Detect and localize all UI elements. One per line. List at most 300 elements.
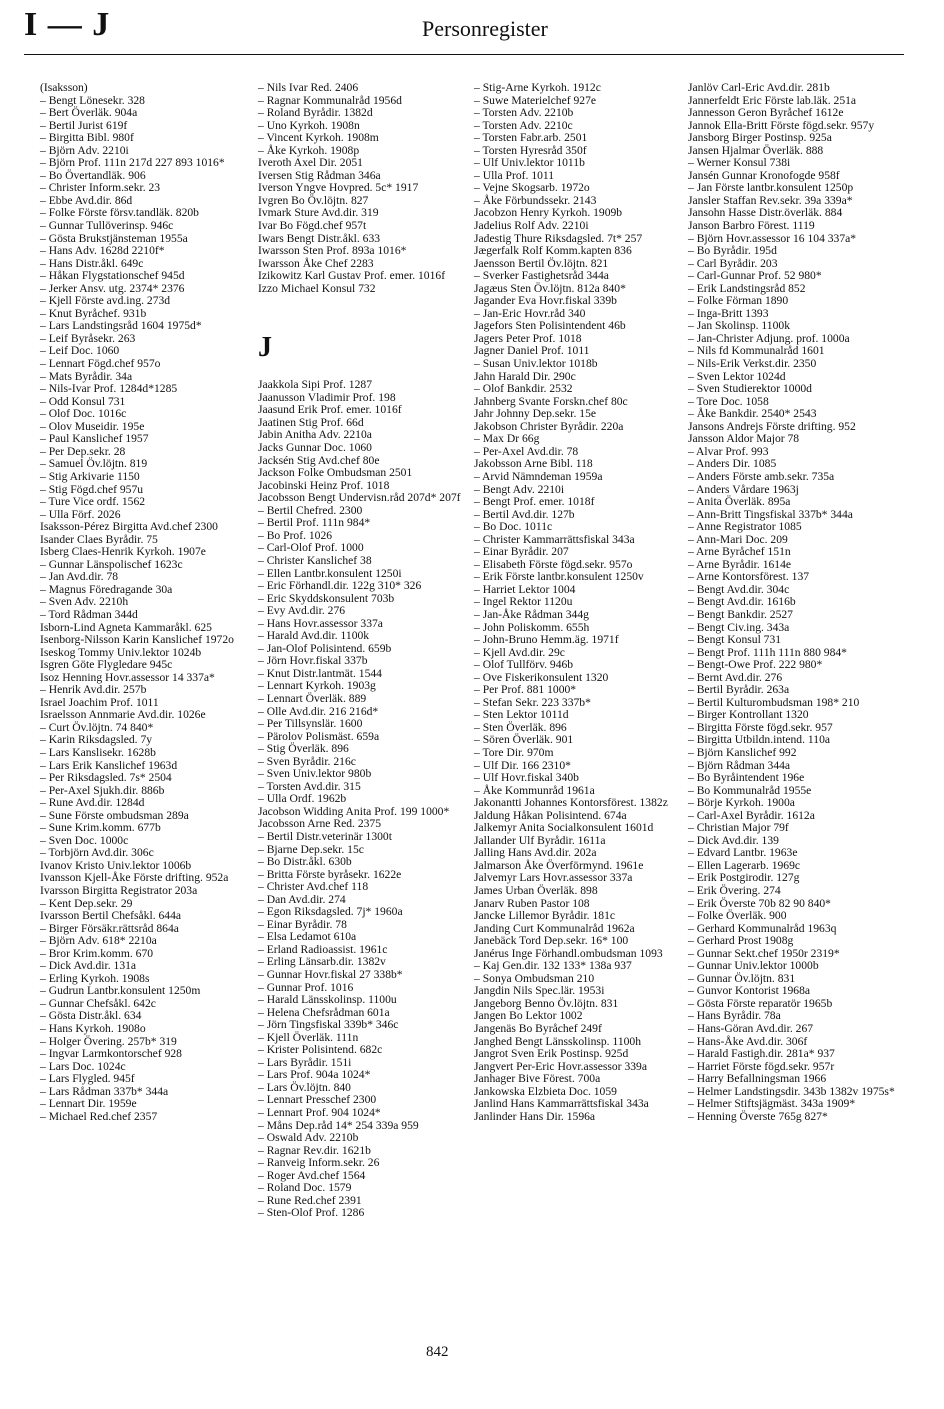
register-entry: – Lars Doc. 1024c: [40, 1059, 126, 1073]
register-entry: – Holger Övering. 257b* 319: [40, 1034, 177, 1048]
register-entry: Jagers Peter Prof. 1018: [474, 331, 582, 345]
register-entry: – Leif Byråsekr. 263: [40, 331, 136, 345]
register-entry: – Ulf Hovr.fiskal 340b: [474, 771, 579, 785]
register-entry: – Sven Adv. 2210h: [40, 595, 129, 609]
register-entry: – Erik Övering. 274: [688, 884, 781, 897]
register-entry: – Helena Chefsrådman 601a: [258, 1005, 390, 1019]
register-entry: – Gunvor Kontorist 1968a: [688, 984, 811, 998]
register-entry: – Leif Doc. 1060: [40, 344, 120, 358]
register-entry: – Roger Avd.chef 1564: [258, 1168, 366, 1182]
register-entry: – Birger Kontrollant 1320: [688, 708, 809, 722]
register-entry: – John-Bruno Hemm.äg. 1971f: [474, 633, 619, 647]
register-entry: – Jan-Olof Polisintend. 659b: [258, 641, 392, 655]
register-entry: Iveroth Axel Dir. 2051: [258, 156, 363, 170]
register-entry: Jacksén Stig Avd.chef 80e: [258, 453, 380, 467]
register-entry: – Anne Registrator 1085: [688, 520, 802, 534]
register-entry: – Sten Lektor 1011d: [474, 708, 569, 722]
register-entry: – Ulla Prof. 1011: [474, 168, 555, 182]
register-entry: Jaanusson Vladimir Prof. 198: [258, 390, 396, 404]
register-entry: Isborn-Lind Agneta Kammaråkl. 625: [40, 620, 212, 634]
register-entry: – Sven Univ.lektor 980b: [258, 767, 372, 781]
register-entry: – Rune Red.chef 2391: [258, 1193, 362, 1207]
register-entry: – Pärolov Polismäst. 659a: [258, 729, 380, 743]
register-entry: – Nils fd Kommunalråd 1601: [688, 344, 825, 358]
register-entry: – Per Tillsynslär. 1600: [258, 717, 363, 731]
register-entry: – Sverker Fastighetsråd 344a: [474, 269, 609, 283]
register-column-4: [688, 82, 904, 1123]
register-entry: Jansson Aldor Major 78: [688, 432, 800, 446]
register-entry: Jangen Bo Lektor 1002: [474, 1009, 583, 1023]
register-entry: – Christer Kanslichef 38: [258, 553, 372, 567]
register-entry: – Sören Överläk. 901: [474, 733, 574, 747]
register-entry: – Christer Inform.sekr. 23: [40, 181, 161, 195]
register-entry: Jaldung Håkan Polisintend. 674a: [474, 808, 627, 822]
register-entry: – Torsten Adv. 2210c: [474, 118, 573, 132]
register-entry: – Per Prof. 881 1000*: [474, 683, 577, 697]
register-entry: (Isaksson): [40, 81, 88, 94]
register-entry: – Jan-Åke Rådman 344g: [474, 607, 589, 621]
register-entry: – Ragnar Kommunalråd 1956d: [258, 93, 402, 107]
register-entry: Janlinder Hans Dir. 1596a: [474, 1109, 596, 1123]
register-entry: – Gunnar Chefsåkl. 642c: [40, 996, 156, 1010]
register-entry: – Curt Öv.löjtn. 74 840*: [40, 720, 154, 734]
register-entry: – Nils Ivar Red. 2406: [258, 81, 359, 94]
register-entry: Iwarsson Sten Prof. 893a 1016*: [258, 244, 407, 258]
register-entry: – Ellen Lantbr.konsulent 1250i: [258, 566, 402, 580]
register-entry: – Bo Byråintendent 196e: [688, 771, 805, 785]
register-entry: – Harry Befallningsman 1966: [688, 1072, 827, 1086]
register-entry: – Michael Red.chef 2357: [40, 1109, 158, 1123]
register-entry: – Harald Länsskolinsp. 1100u: [258, 993, 397, 1007]
register-entry: – Arne Byråchef 151n: [688, 545, 791, 559]
register-entry: Jansen Hjalmar Överläk. 888: [688, 143, 824, 157]
register-entry: – Sven Lektor 1024d: [688, 369, 786, 383]
register-entry: – Bengt Civ.ing. 343a: [688, 620, 790, 634]
register-entry: – Christer Kammarrättsfiskal 343a: [474, 532, 635, 546]
register-entry: – Christian Major 79f: [688, 821, 789, 835]
register-entry: – Sune Förste ombudsman 289a: [40, 808, 189, 822]
register-entry: Isgren Göte Flygledare 945c: [40, 658, 173, 672]
register-entry: Israelsson Annmarie Avd.dir. 1026e: [40, 708, 206, 722]
register-entry: – Inga-Britt 1393: [688, 306, 769, 320]
register-entry: Jansborg Birger Postinsp. 925a: [688, 131, 832, 145]
register-entry: Jadelius Rolf Adv. 2210i: [474, 219, 589, 233]
register-entry: Iwarsson Åke Chef 2283: [258, 256, 374, 270]
register-entry: – Arne Kontorsförest. 137: [688, 570, 810, 584]
register-entry: – Egon Riksdagsled. 7j* 1960a: [258, 905, 403, 919]
register-entry: Jakobsson Arne Bibl. 118: [474, 457, 593, 471]
register-entry: – Ulla Ordf. 1962b: [258, 792, 347, 806]
register-entry: – Alvar Prof. 993: [688, 444, 769, 458]
register-entry: – Per-Axel Avd.dir. 78: [474, 444, 579, 458]
register-entry: – Bo Distr.åkl. 630b: [258, 855, 352, 869]
register-entry: – Ulf Dir. 166 2310*: [474, 758, 571, 772]
register-entry: – Jan-Christer Adjung. prof. 1000a: [688, 331, 850, 345]
register-entry: – Stig-Arne Kyrkoh. 1912c: [474, 81, 601, 94]
register-entry: Janhager Bive Förest. 700a: [474, 1072, 601, 1086]
register-entry: – Einar Byrådir. 207: [474, 545, 569, 559]
register-entry: – Olof Tullförv. 946b: [474, 658, 574, 672]
register-entry: Ivgren Bo Öv.löjtn. 827: [258, 193, 369, 207]
register-entry: – Mats Byrådir. 34a: [40, 369, 133, 383]
register-entry: – Jan Avd.dir. 78: [40, 570, 119, 584]
register-entry: – Per Riksdagsled. 7s* 2504: [40, 771, 172, 785]
register-entry: Jangrot Sven Erik Postinsp. 925d: [474, 1047, 629, 1061]
register-entry: – Dick Avd.dir. 139: [688, 833, 779, 847]
register-entry: – Bertil Avd.dir. 127b: [474, 507, 575, 521]
register-entry: Jægerfalk Rolf Komm.kapten 836: [474, 244, 632, 258]
register-entry: – Erik Landstingsråd 852: [688, 281, 806, 295]
register-entry: – Bror Krim.komm. 670: [40, 946, 154, 960]
register-entry: Ivmark Sture Avd.dir. 319: [258, 206, 379, 220]
register-entry: – Suwe Materielchef 927e: [474, 93, 597, 107]
register-entry: – Gudrun Lantbr.konsulent 1250m: [40, 984, 201, 998]
register-entry: – Harald Fastigh.dir. 281a* 937: [688, 1047, 835, 1061]
register-entry: – Åke Kyrkoh. 1908p: [258, 143, 360, 157]
register-entry: – Gerhard Kommunalråd 1963q: [688, 921, 837, 935]
register-entry: Isoz Henning Hovr.assessor 14 337a*: [40, 670, 215, 684]
register-entry: Ivanov Kristo Univ.lektor 1006b: [40, 858, 192, 872]
register-entry: – Gunnar Hovr.fiskal 27 338b*: [258, 968, 403, 981]
register-entry: Jahr Johnny Dep.sekr. 15e: [474, 407, 597, 421]
register-entry: – Jan Skolinsp. 1100k: [688, 319, 790, 333]
register-entry: – Per-Axel Sjukh.dir. 886b: [40, 783, 165, 797]
register-entry: – Magnus Föredragande 30a: [40, 582, 173, 596]
register-entry: – Gunnar Öv.löjtn. 831: [688, 971, 796, 985]
register-entry: Janebäck Tord Dep.sekr. 16* 100: [474, 934, 629, 948]
register-entry: Jahn Harald Dir. 290c: [474, 369, 576, 383]
register-entry: – Roland Doc. 1579: [258, 1181, 352, 1195]
register-entry: – Hans-Åke Avd.dir. 306f: [688, 1034, 808, 1048]
register-entry: – Jörn Tingsfiskal 339b* 346c: [258, 1018, 399, 1032]
register-entry: Jacobzon Henry Kyrkoh. 1909b: [474, 206, 623, 220]
register-entry: – Åke Kommunråd 1961a: [474, 783, 595, 797]
register-entry: – Ingel Rektor 1120u: [474, 595, 573, 609]
register-entry: – Bengt Prof. emer. 1018f: [474, 495, 595, 509]
register-entry: – Britta Förste byråsekr. 1622e: [258, 867, 402, 881]
register-entry: Ivar Bo Fögd.chef 957t: [258, 219, 367, 233]
register-entry: Jallander Ulf Byrådir. 1611a: [474, 833, 606, 847]
register-entry: Israel Joachim Prof. 1011: [40, 695, 159, 709]
register-entry: Janlöv Carl-Eric Avd.dir. 281b: [688, 81, 830, 94]
register-entry: Jalvemyr Lars Hovr.assessor 337a: [474, 871, 633, 885]
register-entry: Jaensson Bertil Öv.löjtn. 821: [474, 256, 609, 270]
register-entry: Jannerfeldt Eric Förste lab.läk. 251a: [688, 93, 857, 107]
register-entry: – Hans Hovr.assessor 337a: [258, 616, 383, 630]
register-entry: – Elsa Ledamot 610a: [258, 930, 357, 944]
register-entry: – Lars Erik Kanslichef 1963d: [40, 758, 178, 772]
register-entry: – Ulla Förf. 2026: [40, 507, 121, 521]
register-entry: – Bo Doc. 1011c: [474, 520, 553, 534]
register-entry: Jaakkola Sipi Prof. 1287: [258, 378, 372, 392]
register-entry: – Bertil Chefred. 2300: [258, 503, 363, 517]
register-entry: – Bo Övertandläk. 906: [40, 168, 146, 182]
register-entry: Jacobinski Heinz Prof. 1018: [258, 478, 390, 492]
register-entry: – Lars Landstingsråd 1604 1975d*: [40, 319, 202, 333]
register-entry: – Björn Adv. 2210i: [40, 143, 129, 157]
register-entry: – Jörn Hovr.fiskal 337b: [258, 654, 368, 668]
register-entry: Jaatinen Stig Prof. 66d: [258, 415, 364, 429]
register-entry: – Jan-Eric Hovr.råd 340: [474, 306, 586, 320]
register-entry: – Stefan Sekr. 223 337b*: [474, 695, 591, 709]
register-entry: – Lennart Dir. 1959e: [40, 1097, 137, 1111]
register-entry: Isander Claes Byrådir. 75: [40, 532, 158, 546]
register-entry: Iversen Stig Rådman 346a: [258, 168, 381, 182]
header-rule: [24, 54, 904, 55]
register-entry: Ivarsson Bertil Chefsåkl. 644a: [40, 909, 182, 923]
register-entry: – Folke Förste försv.tandläk. 820b: [40, 206, 199, 220]
register-entry: Jancke Lillemor Byrådir. 181c: [474, 909, 616, 923]
register-entry: – Gunnar Prof. 1016: [258, 980, 354, 994]
register-entry: Jahnberg Svante Forskn.chef 80c: [474, 394, 628, 408]
register-entry: Jacobsson Arne Red. 2375: [258, 817, 382, 831]
register-entry: – Dan Avd.dir. 274: [258, 892, 346, 906]
register-entry: – Harald Avd.dir. 1100k: [258, 629, 370, 643]
register-entry: – Werner Konsul 738i: [688, 156, 791, 170]
register-entry: – Sten Överläk. 896: [474, 720, 567, 734]
register-entry: – Gösta Förste reparatör 1965b: [688, 996, 833, 1010]
register-entry: – Ture Vice ordf. 1562: [40, 495, 146, 509]
register-entry: – Samuel Öv.löjtn. 819: [40, 457, 148, 471]
register-entry: – Torsten Adv. 2210b: [474, 106, 574, 120]
register-entry: – Bo Byrådir. 195d: [688, 244, 777, 258]
register-entry: Izikowitz Karl Gustav Prof. emer. 1016f: [258, 269, 446, 283]
register-entry: – Hans Byrådir. 78a: [688, 1009, 781, 1023]
register-entry: Janérus Inge Förhandl.ombudsman 1093: [474, 946, 663, 960]
register-entry: Jackson Folke Ombudsman 2501: [258, 466, 413, 480]
register-entry: – Henning Överste 765g 827*: [688, 1109, 828, 1123]
register-entry: – Folke Förman 1890: [688, 294, 789, 308]
register-entry: – Odd Konsul 731: [40, 394, 126, 408]
register-entry: – Carl Byrådir. 203: [688, 256, 778, 270]
register-entry: Jansler Staffan Rev.sekr. 39a 339a*: [688, 193, 853, 207]
register-entry: Isenborg-Nilsson Karin Kanslichef 1972o: [40, 633, 234, 647]
register-entry: – Bertil Byrådir. 263a: [688, 683, 790, 697]
register-entry: – Eric Skyddskonsulent 703b: [258, 591, 395, 605]
register-entry: – Susan Univ.lektor 1018b: [474, 357, 598, 371]
register-entry: – Bertil Jurist 619f: [40, 118, 128, 132]
register-entry: Jacks Gunnar Doc. 1060: [258, 441, 372, 455]
register-entry: James Urban Överläk. 898: [474, 884, 598, 897]
register-entry: – Carl-Axel Byrådir. 1612a: [688, 808, 815, 822]
register-entry: – Birger Försäkr.rättsråd 864a: [40, 921, 179, 935]
register-entry: – Ann-Mari Doc. 209: [688, 532, 788, 546]
register-entry: – Lars Kanslisekr. 1628b: [40, 745, 156, 759]
register-entry: – Torsten Avd.dir. 315: [258, 779, 361, 793]
register-entry: – Harriet Förste fögd.sekr. 957r: [688, 1059, 835, 1073]
section-letters: I — J: [24, 6, 111, 43]
register-entry: – Sonya Ombudsman 210: [474, 971, 595, 985]
register-entry: – Sune Krim.komm. 677b: [40, 821, 161, 835]
register-entry: – Harriet Lektor 1004: [474, 582, 576, 596]
register-entry: – Gerhard Prost 1908g: [688, 934, 794, 948]
register-entry: – Bert Överläk. 904a: [40, 106, 138, 120]
register-entry: – Torbjörn Avd.dir. 306c: [40, 846, 154, 860]
register-entry: Jalmarson Åke Överförmynd. 1961e: [474, 858, 644, 872]
register-entry: Jansohn Hasse Distr.överläk. 884: [688, 206, 843, 220]
register-entry: Jalling Hans Avd.dir. 202a: [474, 846, 597, 860]
register-entry: – Bertil Kulturombudsman 198* 210: [688, 695, 860, 709]
register-entry: – Lennart Överläk. 889: [258, 691, 367, 705]
register-entry: – Rune Avd.dir. 1284d: [40, 796, 145, 810]
register-entry: – Gunnar Univ.lektor 1000b: [688, 959, 819, 973]
register-entry: – Uno Kyrkoh. 1908n: [258, 118, 360, 132]
register-entry: – Olof Doc. 1016c: [40, 407, 127, 421]
register-entry: – Einar Byrådir. 78: [258, 917, 347, 931]
register-entry: – Kjell Överläk. 111n: [258, 1030, 359, 1044]
register-entry: – Sven Doc. 1000c: [40, 833, 129, 847]
register-entry: – Lars Byrådir. 151i: [258, 1055, 352, 1069]
register-entry: – Björn Adv. 618* 2210a: [40, 934, 157, 948]
register-entry: – Bjarne Dep.sekr. 15c: [258, 842, 364, 856]
section-heading-j: J: [258, 332, 272, 364]
register-column-2: [258, 82, 468, 1220]
register-entry: Iwars Bengt Distr.åkl. 633: [258, 231, 381, 245]
register-entry: – Hans Distr.åkl. 649c: [40, 256, 144, 270]
register-entry: – Roland Byrådir. 1382d: [258, 106, 373, 120]
register-entry: Jangvert Per-Eric Hovr.assessor 339a: [474, 1059, 647, 1073]
register-entry: – Bertil Prof. 111n 984*: [258, 516, 371, 530]
register-entry: – Torsten Fabr.arb. 2501: [474, 131, 588, 145]
register-entry: – Dick Avd.dir. 131a: [40, 959, 137, 973]
register-entry: – Max Dr 66g: [474, 432, 540, 446]
register-entry: Izzo Michael Konsul 732: [258, 281, 376, 295]
register-entry: – Lennart Presschef 2300: [258, 1093, 377, 1107]
register-entry: – Kjell Förste avd.ing. 273d: [40, 294, 171, 308]
register-entry: Ivansson Kjell-Åke Förste drifting. 952a: [40, 871, 229, 885]
register-entry: – Åke Bankdir. 2540* 2543: [688, 407, 817, 421]
register-entry: Jagner Daniel Prof. 1011: [474, 344, 590, 358]
register-entry: – Vejne Skogsarb. 1972o: [474, 181, 590, 195]
register-entry: Jacobsson Bengt Undervisn.råd 207d* 207f: [258, 491, 461, 505]
register-entry: – Bengt Bankdir. 2527: [688, 607, 793, 621]
register-entry: – Bengt Adv. 2210i: [474, 482, 565, 496]
register-column-3: [474, 82, 682, 1123]
register-column-1: [40, 82, 246, 1123]
register-entry: – Ove Fiskerikonsulent 1320: [474, 670, 609, 684]
register-entry: – Paul Kanslichef 1957: [40, 432, 149, 446]
register-entry: – Lars Rådman 337b* 344a: [40, 1084, 169, 1098]
register-entry: Jannesson Geron Byråchef 1612e: [688, 106, 844, 120]
register-entry: Isberg Claes-Henrik Kyrkoh. 1907e: [40, 545, 206, 559]
register-entry: Ivarsson Birgitta Registrator 203a: [40, 884, 198, 897]
register-entry: – Gösta Brukstjänsteman 1955a: [40, 231, 188, 245]
register-entry: – Bernt Avd.dir. 276: [688, 670, 783, 684]
register-entry: – Börje Kyrkoh. 1900a: [688, 796, 795, 810]
register-entry: – Helmer Landstingsdir. 343b 1382v 1975s*: [688, 1084, 895, 1098]
register-entry: – Ranveig Inform.sekr. 26: [258, 1156, 380, 1170]
register-entry: – Evy Avd.dir. 276: [258, 604, 346, 618]
register-entry: – Bengt Konsul 731: [688, 633, 782, 647]
register-entry: – Lars Flygled. 945f: [40, 1072, 135, 1086]
register-entry: – Bo Kommunalråd 1955e: [688, 783, 812, 797]
register-entry: – Vincent Kyrkoh. 1908m: [258, 131, 379, 145]
register-entry: – Torsten Hyresråd 350f: [474, 143, 587, 157]
register-entry: – Olle Avd.dir. 216 216d*: [258, 704, 379, 718]
register-entry: – Elisabeth Förste fögd.sekr. 957o: [474, 557, 633, 571]
register-entry: – Tore Doc. 1058: [688, 394, 769, 408]
register-entry: – Kaj Gen.dir. 132 133* 138a 937: [474, 959, 632, 973]
register-entry: – Bo Prof. 1026: [258, 528, 333, 542]
register-entry: – Erling Kyrkoh. 1908s: [40, 971, 150, 985]
register-entry: Jagefors Sten Polisintendent 46b: [474, 319, 626, 333]
register-entry: – Ulf Univ.lektor 1011b: [474, 156, 585, 170]
register-entry: Jabin Anitha Adv. 2210a: [258, 428, 372, 442]
page-title: Personregister: [422, 16, 548, 41]
register-entry: – Per Dep.sekr. 28: [40, 444, 126, 458]
register-entry: Janson Barbro Förest. 1119: [688, 219, 815, 233]
register-entry: – Erik Postgirodir. 127g: [688, 871, 800, 885]
register-entry: Jangdin Nils Spec.lär. 1953i: [474, 984, 605, 998]
register-entry: – Kjell Avd.dir. 29c: [474, 645, 565, 659]
register-entry: – Bengt Avd.dir. 304c: [688, 582, 790, 596]
register-entry: Isaksson-Pérez Birgitta Avd.chef 2300: [40, 520, 218, 534]
register-entry: – Lennart Kyrkoh. 1903g: [258, 679, 376, 693]
register-entry: – Nils-Ivar Prof. 1284d*1285: [40, 382, 178, 396]
register-entry: – Karin Riksdagsled. 7y: [40, 733, 153, 747]
register-entry: – Kent Dep.sekr. 29: [40, 896, 133, 910]
register-entry: – Åke Förbundssekr. 2143: [474, 193, 597, 207]
register-entry: – Björn Hovr.assessor 16 104 337a*: [688, 231, 857, 245]
register-entry: – Birgitta Förste fögd.sekr. 957: [688, 720, 833, 734]
register-entry: – Eric Förhandl.dir. 122g 310* 326: [258, 579, 422, 593]
register-entry: – Bengt Prof. 111h 111n 880 984*: [688, 645, 847, 659]
register-entry: – Gösta Distr.åkl. 634: [40, 1009, 142, 1023]
register-entry: – Ingvar Larmkontorschef 928: [40, 1047, 182, 1061]
register-entry: Jadestig Thure Riksdagsled. 7t* 257: [474, 231, 643, 245]
register-entry: – Gunnar Sekt.chef 1950r 2319*: [688, 946, 840, 960]
register-entry: Jannok Ella-Britt Förste fögd.sekr. 957y: [688, 118, 875, 132]
register-entry: Jansén Gunnar Kronofogde 958f: [688, 168, 840, 182]
register-entry: – Erling Länsarb.dir. 1382v: [258, 955, 386, 969]
register-entry: – Carl-Olof Prof. 1000: [258, 541, 364, 555]
register-entry: – Carl-Gunnar Prof. 52 980*: [688, 269, 822, 283]
register-entry: – John Poliskomm. 655h: [474, 620, 590, 634]
register-entry: – Lennart Fögd.chef 957o: [40, 357, 161, 371]
register-entry: – Knut Distr.lantmät. 1544: [258, 666, 382, 680]
register-entry: – Christer Avd.chef 118: [258, 880, 369, 894]
register-entry: – Birgitta Bibl. 980f: [40, 131, 134, 145]
register-entry: – Erland Radioassist. 1961c: [258, 942, 388, 956]
register-entry: – Jerker Ansv. utg. 2374* 2376: [40, 281, 185, 295]
register-entry: Jagæus Sten Öv.löjtn. 812a 840*: [474, 281, 626, 295]
register-entry: – Gunnar Tullöverinsp. 946c: [40, 219, 174, 233]
register-entry: – Erik Överste 70b 82 90 840*: [688, 896, 831, 910]
register-entry: – Stig Överläk. 896: [258, 742, 349, 756]
register-entry: – Sven Studierektor 1000d: [688, 382, 812, 396]
register-entry: – Hans Kyrkoh. 1908o: [40, 1022, 146, 1036]
register-entry: – Anita Överläk. 895a: [688, 495, 791, 509]
register-entry: Jaasund Erik Prof. emer. 1016f: [258, 403, 402, 417]
register-entry: Jakonantti Johannes Kontorsförest. 1382z: [474, 796, 668, 810]
register-entry: Jansons Andrejs Förste drifting. 952: [688, 419, 856, 433]
register-entry: – Arne Byrådir. 1614e: [688, 557, 792, 571]
register-entry: Jacobson Widding Anita Prof. 199 1000*: [258, 804, 450, 818]
register-entry: – Tord Rådman 344d: [40, 607, 138, 621]
register-entry: – Nils-Erik Verkst.dir. 2350: [688, 357, 817, 371]
register-entry: – Håkan Flygstationschef 945d: [40, 269, 185, 283]
register-entry: – Ragnar Rev.dir. 1621b: [258, 1143, 371, 1157]
register-entry: Janlind Hans Kammarrättsfiskal 343a: [474, 1097, 649, 1111]
register-entry: – Edvard Lantbr. 1963e: [688, 846, 798, 860]
register-entry: Jankowska Elzbieta Doc. 1059: [474, 1084, 617, 1098]
register-entry: – Bertil Distr.veterinär 1300t: [258, 829, 392, 843]
register-entry: – Ann-Britt Tingsfiskal 337b* 344a: [688, 507, 853, 521]
register-entry: – Henrik Avd.dir. 257b: [40, 683, 147, 697]
register-entry: – Oswald Adv. 2210b: [258, 1131, 359, 1145]
page-number: 842: [426, 1344, 449, 1360]
register-entry: – Helmer Stiftsjägmäst. 343a 1909*: [688, 1097, 856, 1111]
